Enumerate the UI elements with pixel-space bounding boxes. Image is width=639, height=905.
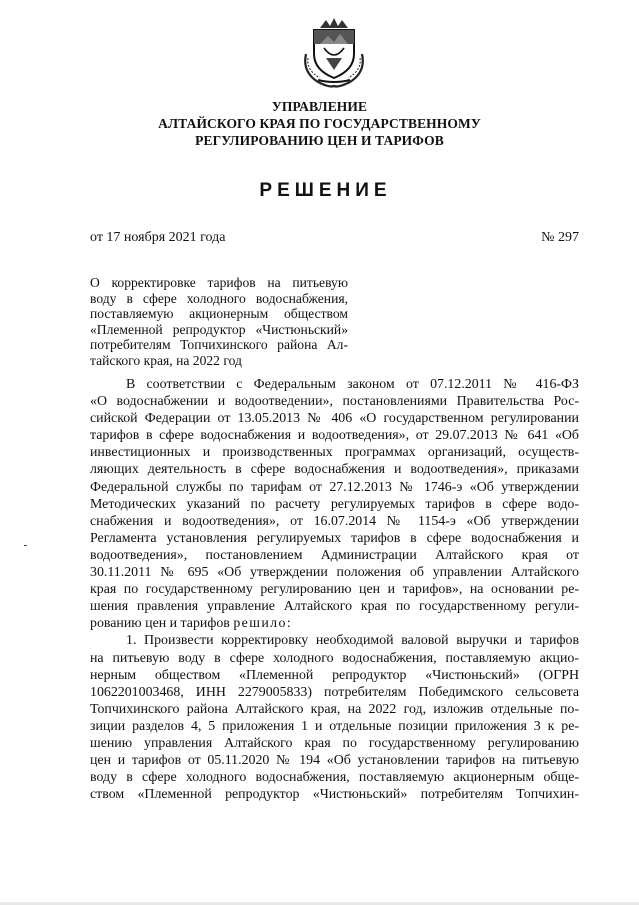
body-line: Регламента установления регулируемых тарифов в сфере водоснабжения и: [90, 530, 579, 546]
paragraph-item-1: [90, 632, 579, 803]
body-line: шению управления Алтайского края по государственному регулированию: [90, 735, 579, 751]
document-number: № 297: [541, 230, 579, 245]
body-line: 1. Произвести корректировку необходимой валовой выручки и тарифов: [126, 633, 579, 649]
org-line: АЛТАЙСКОГО КРАЯ ПО ГОСУДАРСТВЕННОМУ: [158, 116, 481, 131]
body-line: воду в сфере холодного водоснабжения, поставляемую акционерным обще-: [90, 770, 579, 786]
body-line: водоотведения», постановлением Администрации Алтайского края от: [90, 547, 579, 563]
body-line: ством «Племенной репродуктор «Чистюньский» потребителям Топчихин-: [90, 787, 579, 803]
document-date: от 17 ноября 2021 года: [90, 230, 226, 245]
subject-line: О корректировке тарифов на питьевую: [90, 275, 348, 290]
org-line: УПРАВЛЕНИЕ: [271, 99, 368, 114]
coat-of-arms-icon: [296, 14, 372, 88]
subject-line: поставляемую акционерным обществом: [90, 306, 348, 322]
body-line: края по государственному регулированию цен и тарифов», на основании ре-: [90, 582, 579, 598]
subject-line: потребителям Топчихинского района Ал-: [90, 337, 348, 353]
body-line: [90, 615, 579, 632]
body-line: Топчихинского района Алтайского края, на 2022 год, изложив отдельные по-: [90, 701, 579, 717]
org-line: РЕГУЛИРОВАНИЮ ЦЕН И ТАРИФОВ: [195, 133, 444, 148]
subject-line: «Племенной репродуктор «Чистюньский»: [90, 321, 348, 337]
body-line: нерным обществом «Племенной репродуктор «Чистюньский» (ОГРН: [90, 667, 579, 683]
subject-line: тайского края, на 2022 год: [90, 352, 242, 368]
body-line: зиции разделов 4, 5 приложения 1 и отдельные позиции приложения 3 к ре-: [90, 718, 579, 734]
body-line: 1062201003468, ИНН 2279005833) потребителям Победимского сельсовета: [90, 684, 579, 700]
body-line: тарифов в сфере водоснабжения и водоотведения», от 29.07.2013 № 641 «Об: [90, 428, 579, 444]
document-subject: [90, 275, 348, 369]
body-line: В соответствии с Федеральным законом от 07.12.2011 № 416-ФЗ: [126, 377, 579, 392]
document-title: РЕШЕНИЕ: [259, 180, 392, 201]
body-line: «О водоснабжении и водоотведении», постановлениями Правительства Рос-: [90, 394, 579, 410]
body-line: шения правления управление Алтайского края по государственному регули-: [90, 599, 579, 615]
body-line: ляющих деятельность в сфере водоснабжения и водоотведения», приказами: [90, 462, 579, 478]
subject-line: воду в сфере холодного водоснабжения,: [90, 290, 348, 306]
body-line: сийской Федерации от 13.05.2013 № 406 «О государственном регулировании: [90, 411, 579, 427]
body-text: рованию цен и тарифов: [90, 616, 234, 632]
organization-name: [0, 98, 639, 149]
body-line: снабжения и водоотведения», от 16.07.2014 № 1154-э «Об утверждении: [90, 513, 579, 529]
decision-word: решило: [233, 616, 287, 632]
body-line: Федеральной службы по тарифам от 27.12.2013 № 1746-э «Об утверждении: [90, 479, 579, 495]
body-line: цен и тарифов от 05.11.2020 № 194 «Об установлении тарифов на питьевую: [90, 753, 579, 769]
body-line: 30.11.2011 № 695 «Об утверждении положения об управлении Алтайского: [90, 565, 579, 581]
body-text: :: [286, 616, 291, 632]
scan-mark: [24, 545, 27, 546]
paragraph-preamble: [90, 376, 579, 632]
body-line: Методических указаний по расчету регулируемых тарифов в сфере водо-: [90, 496, 579, 512]
document-body: [90, 376, 579, 803]
body-line: на питьевую воду в сфере холодного водоснабжения, поставляемую акцио-: [90, 650, 579, 666]
body-line: инвестиционных и производственных программах организаций, осуществ-: [90, 445, 579, 461]
